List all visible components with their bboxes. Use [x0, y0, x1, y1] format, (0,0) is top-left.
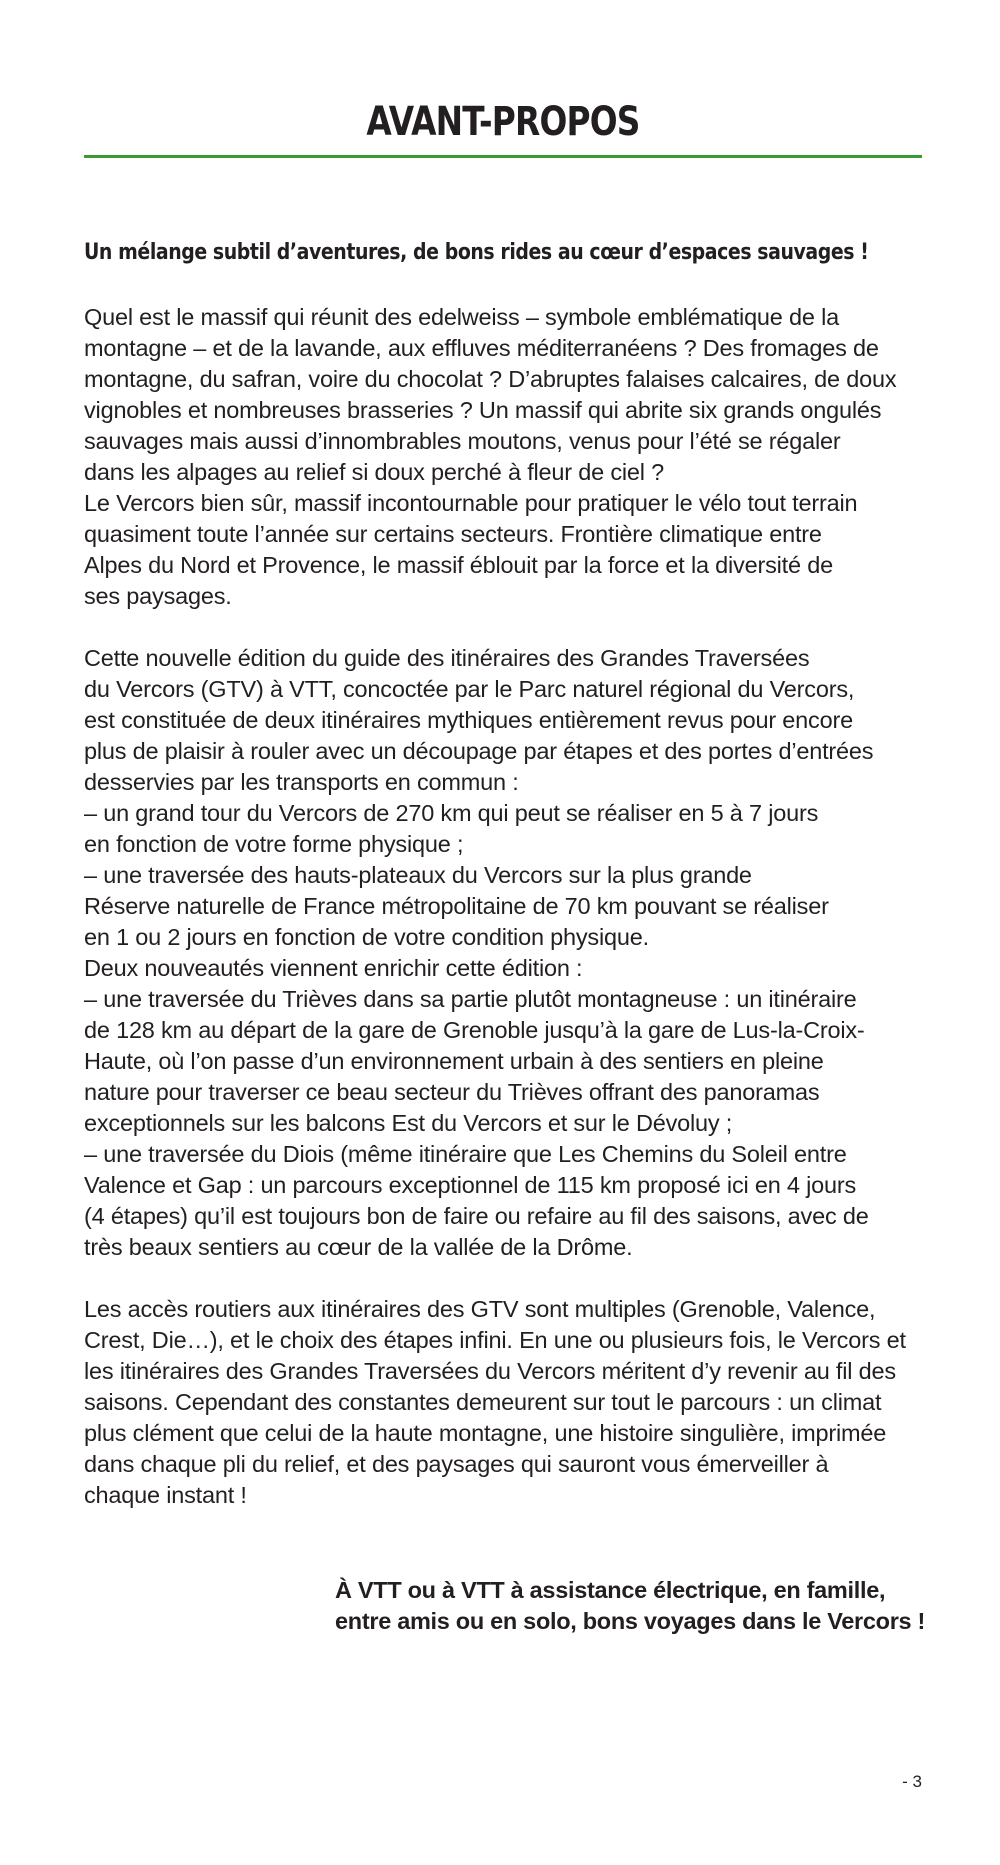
text-line: – une traversée des hauts-plateaux du Vercors sur la plus grande [84, 862, 752, 888]
text-line: en 1 ou 2 jours en fonction de votre condition physique. [84, 924, 649, 950]
text-line: ses paysages. [84, 583, 232, 609]
text-line: vignobles et nombreuses brasseries ? Un massif qui abrite six grands ongulés [84, 397, 882, 423]
text-line: de 128 km au départ de la gare de Grenoble jusqu’à la gare de Lus-la-Croix- [84, 1017, 865, 1043]
text-line: dans les alpages au relief si doux perché à fleur de ciel ? [84, 459, 664, 485]
page-number: - 3 [902, 1772, 922, 1791]
text-line: chaque instant ! [84, 1482, 247, 1508]
text-line: quasiment toute l’année sur certains secteurs. Frontière climatique entre [84, 521, 822, 547]
closing-line: À VTT ou à VTT à assistance électrique, en famille, [335, 1577, 886, 1603]
text-line: très beaux sentiers au cœur de la vallée de la Drôme. [84, 1234, 633, 1260]
paragraph-edition [84, 643, 984, 1263]
text-line: plus clément que celui de la haute montagne, une histoire singulière, imprimée [84, 1420, 887, 1446]
text-line: Cette nouvelle édition du guide des itinéraires des Grandes Traversées [84, 645, 810, 671]
title-underline-rule [84, 155, 922, 158]
body-text [84, 302, 984, 1542]
text-line: sauvages mais aussi d’innombrables moutons, venus pour l’été se régaler [84, 428, 841, 454]
text-line: Alpes du Nord et Provence, le massif éblouit par la force et la diversité de [84, 552, 833, 578]
text-line: Réserve naturelle de France métropolitaine de 70 km pouvant se réaliser [84, 893, 829, 919]
text-line: dans chaque pli du relief, et des paysages qui sauront vous émerveiller à [84, 1451, 829, 1477]
text-line: exceptionnels sur les balcons Est du Vercors et sur le Dévoluy ; [84, 1110, 733, 1136]
text-line: en fonction de votre forme physique ; [84, 831, 464, 857]
text-line: Les accès routiers aux itinéraires des GTV sont multiples (Grenoble, Valence, [84, 1296, 876, 1322]
paragraph-access [84, 1294, 984, 1511]
text-line: saisons. Cependant des constantes demeurent sur tout le parcours : un climat [84, 1389, 882, 1415]
text-line: (4 étapes) qu’il est toujours bon de faire ou refaire au fil des saisons, avec de [84, 1203, 869, 1229]
text-line: Le Vercors bien sûr, massif incontournable pour pratiquer le vélo tout terrain [84, 490, 858, 516]
text-line: desservies par les transports en commun : [84, 769, 519, 795]
paragraph-intro [84, 302, 984, 612]
text-line: du Vercors (GTV) à VTT, concoctée par le Parc naturel régional du Vercors, [84, 676, 855, 702]
text-line: – une traversée du Trièves dans sa partie plutôt montagneuse : un itinéraire [84, 986, 857, 1012]
text-line: les itinéraires des Grandes Traversées du Vercors méritent d’y revenir au fil des [84, 1358, 896, 1384]
text-line: plus de plaisir à rouler avec un découpage par étapes et des portes d’entrées [84, 738, 874, 764]
text-line: Quel est le massif qui réunit des edelweiss – symbole emblématique de la [84, 304, 839, 330]
text-line: Deux nouveautés viennent enrichir cette édition : [84, 955, 583, 981]
closing-wishes [335, 1575, 935, 1637]
text-line: montagne – et de la lavande, aux effluves méditerranéens ? Des fromages de [84, 335, 879, 361]
closing-line: entre amis ou en solo, bons voyages dans le Vercors ! [335, 1608, 926, 1634]
text-line: – un grand tour du Vercors de 270 km qui peut se réaliser en 5 à 7 jours [84, 800, 819, 826]
subtitle-heading: Un mélange subtil d’aventures, de bons rides au cœur d’espaces sauvages ! [84, 240, 869, 265]
text-line: Crest, Die…), et le choix des étapes infini. En une ou plusieurs fois, le Vercors et [84, 1327, 906, 1353]
page-title: AVANT-PROPOS [366, 99, 640, 145]
text-line: – une traversée du Diois (même itinéraire que Les Chemins du Soleil entre [84, 1141, 847, 1167]
text-line: Valence et Gap : un parcours exceptionnel de 115 km proposé ici en 4 jours [84, 1172, 857, 1198]
text-line: Haute, où l’on passe d’un environnement urbain à des sentiers en pleine [84, 1048, 824, 1074]
text-line: montagne, du safran, voire du chocolat ? D’abruptes falaises calcaires, de doux [84, 366, 897, 392]
text-line: est constituée de deux itinéraires mythiques entièrement revus pour encore [84, 707, 853, 733]
text-line: nature pour traverser ce beau secteur du Trièves offrant des panoramas [84, 1079, 820, 1105]
